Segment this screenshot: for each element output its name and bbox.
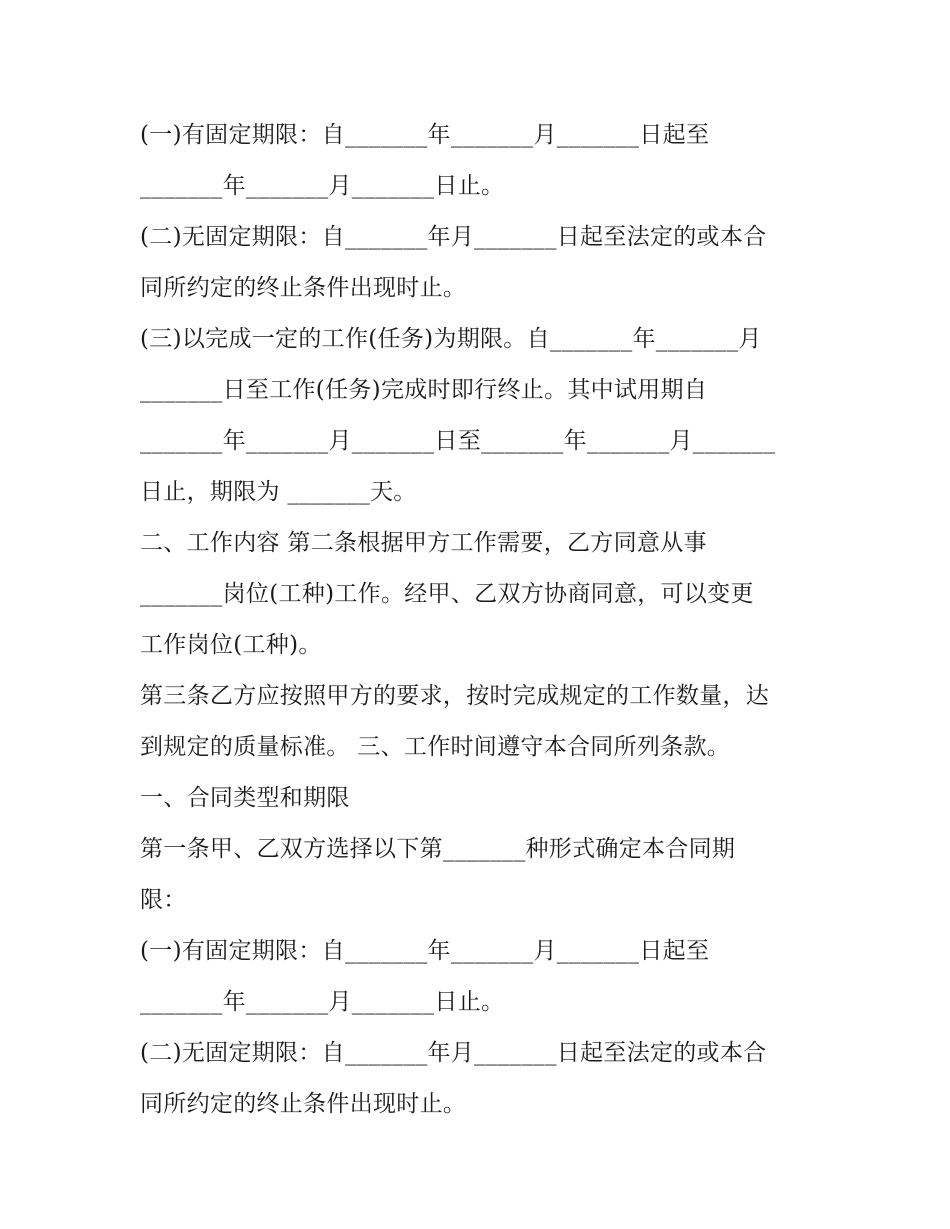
- text-line: 到规定的质量标准。 三、工作时间遵守本合同所列条款。: [140, 734, 731, 760]
- text-line: 日止，期限为 _______天。: [140, 479, 417, 505]
- text-line: 同所约定的终止条件出现时止。: [140, 275, 467, 301]
- text-line: (一)有固定期限：自_______年_______月_______日起至: [140, 122, 710, 148]
- text-line: 第一条甲、乙双方选择以下第_______种形式确定本合同期: [140, 836, 736, 862]
- text-line: 二、工作内容 第二条根据甲方工作需要，乙方同意从事: [140, 530, 707, 556]
- text-line: _______年_______月_______日至_______年_______月_______: [140, 428, 776, 454]
- text-line: 工作岗位(工种)。: [140, 632, 322, 658]
- text-line: _______日至工作(任务)完成时即行终止。其中试用期自: [140, 377, 708, 403]
- text-line: (二)无固定期限：自_______年月_______日起至法定的或本合: [140, 224, 767, 250]
- document-body: [140, 110, 820, 1130]
- text-line: (一)有固定期限：自_______年_______月_______日起至: [140, 938, 710, 964]
- text-line: (三)以完成一定的工作(任务)为期限。自_______年_______月: [140, 326, 762, 352]
- text-line: _______岗位(工种)工作。经甲、乙双方协商同意，可以变更: [140, 581, 754, 607]
- text-line: (二)无固定期限：自_______年月_______日起至法定的或本合: [140, 1040, 767, 1066]
- text-line: _______年_______月_______日止。: [140, 173, 505, 199]
- text-line: 第三条乙方应按照甲方的要求，按时完成规定的工作数量，达: [140, 683, 770, 709]
- text-line: _______年_______月_______日止。: [140, 989, 505, 1015]
- section-heading: 一、合同类型和期限: [140, 785, 350, 811]
- text-line: 限：: [140, 887, 187, 913]
- text-line: 同所约定的终止条件出现时止。: [140, 1091, 467, 1117]
